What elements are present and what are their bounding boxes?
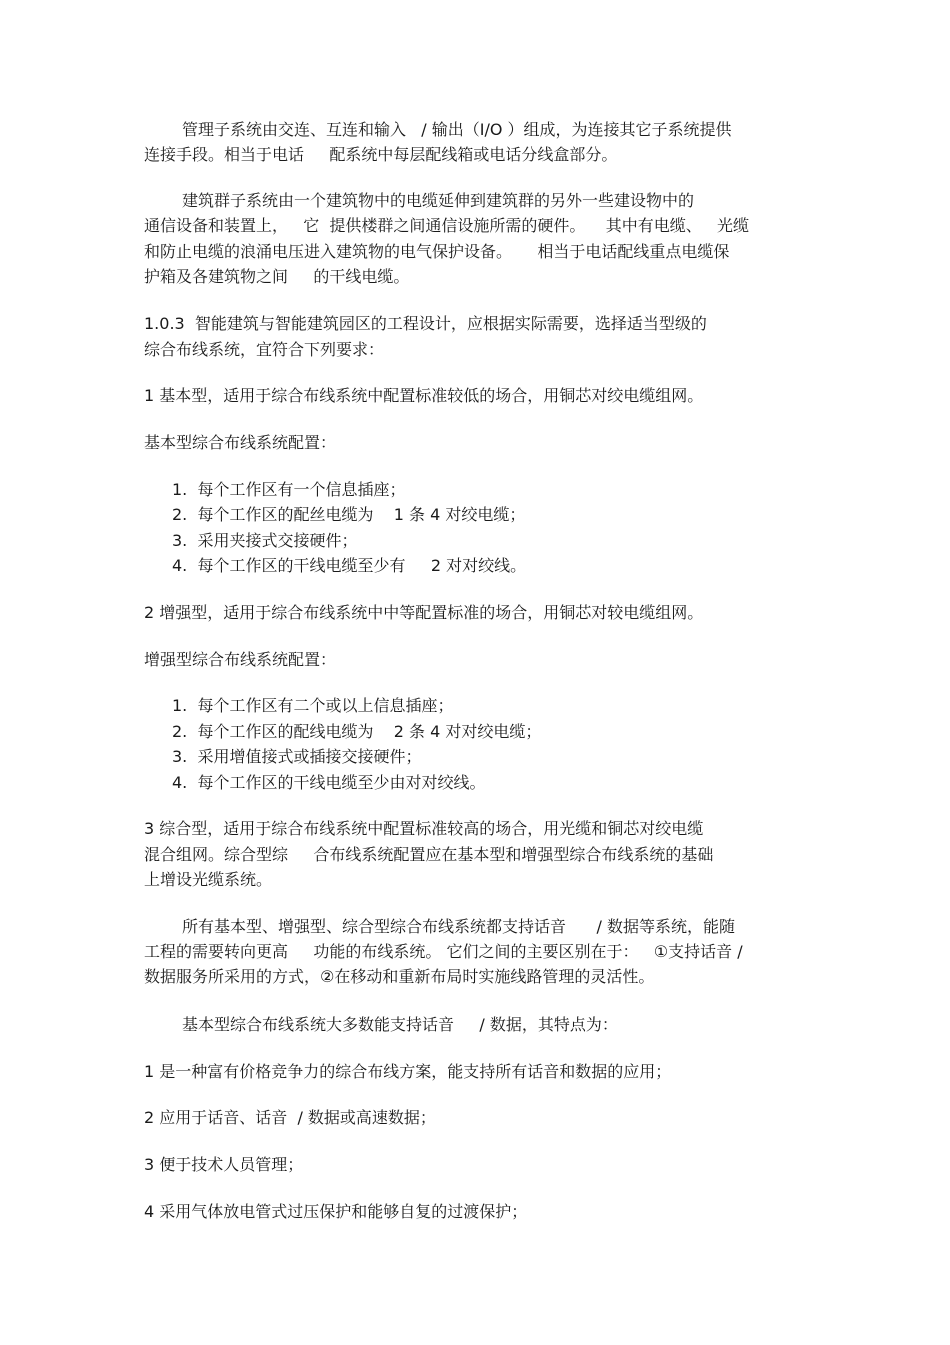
list-item: 1. 每个工作区有二个或以上信息插座；: [172, 696, 454, 715]
paragraph-line: 数据服务所采用的方式，②在移动和重新布局时实施线路管理的灵活性。: [144, 967, 655, 986]
paragraph-line: 和防止电缆的浪涌电压进入建筑物的电气保护设备。 相当于电话配线重点电缆保: [144, 242, 730, 261]
paragraph-line: 4 采用气体放电管式过压保护和能够自复的过渡保护；: [144, 1202, 528, 1221]
paragraph-line: 工程的需要转向更高 功能的布线系统。 它们之间的主要区别在于： ①支持话音 /: [144, 942, 743, 961]
list-item: 2. 每个工作区的配线电缆为 2 条 4 对对绞电缆；: [172, 722, 542, 741]
paragraph-line: 所有基本型、增强型、综合型综合布线系统都支持话音 / 数据等系统，能随: [182, 917, 735, 936]
list-item: 3. 采用夹接式交接硬件；: [172, 531, 358, 550]
list-item: 3. 采用增值接式或插接交接硬件；: [172, 747, 422, 766]
section-heading-line: 1.0.3 智能建筑与智能建筑园区的工程设计，应根据实际需要，选择适当型级的: [144, 314, 707, 333]
list-item: 1. 每个工作区有一个信息插座；: [172, 480, 406, 499]
paragraph-line: 3 综合型，适用于综合布线系统中配置标准较高的场合，用光缆和铜芯对绞电缆: [144, 819, 704, 838]
paragraph-line: 建筑群子系统由一个建筑物中的电缆延伸到建筑群的另外一些建设物中的: [182, 191, 695, 210]
paragraph-line: 2 应用于话音、话音 / 数据或高速数据；: [144, 1108, 436, 1127]
paragraph-line: 1 是一种富有价格竞争力的综合布线方案，能支持所有话音和数据的应用；: [144, 1062, 672, 1081]
list-item: 4. 每个工作区的干线电缆至少有 2 对对绞线。: [172, 556, 527, 575]
list-item: 4. 每个工作区的干线电缆至少由对对绞线。: [172, 773, 486, 792]
paragraph-line: 增强型综合布线系统配置：: [144, 650, 337, 669]
paragraph-line: 基本型综合布线系统配置：: [144, 433, 337, 452]
paragraph-line: 1 基本型，适用于综合布线系统中配置标准较低的场合，用铜芯对绞电缆组网。: [144, 386, 704, 405]
paragraph-line: 3 便于技术人员管理；: [144, 1155, 304, 1174]
paragraph-line: 连接手段。相当于电话 配系统中每层配线箱或电话分线盒部分。: [144, 145, 618, 164]
paragraph-line: 2 增强型，适用于综合布线系统中中等配置标准的场合，用铜芯对较电缆组网。: [144, 603, 704, 622]
paragraph-line: 通信设备和装置上， 它 提供楼群之间通信设施所需的硬件。 其中有电缆、 光缆: [144, 216, 750, 235]
paragraph-line: 管理子系统由交连、互连和输入 / 输出（I/O ）组成，为连接其它子系统提供: [182, 120, 732, 139]
paragraph-line: 上增设光缆系统。: [144, 870, 273, 889]
paragraph-line: 混合组网。综合型综 合布线系统配置应在基本型和增强型综合布线系统的基础: [144, 845, 714, 864]
paragraph-line: 综合布线系统，宜符合下列要求：: [144, 340, 385, 359]
paragraph-line: 护箱及各建筑物之间 的干线电缆。: [144, 267, 410, 286]
list-item: 2. 每个工作区的配丝电缆为 1 条 4 对绞电缆；: [172, 505, 526, 524]
paragraph-line: 基本型综合布线系统大多数能支持话音 / 数据，其特点为：: [182, 1015, 618, 1034]
